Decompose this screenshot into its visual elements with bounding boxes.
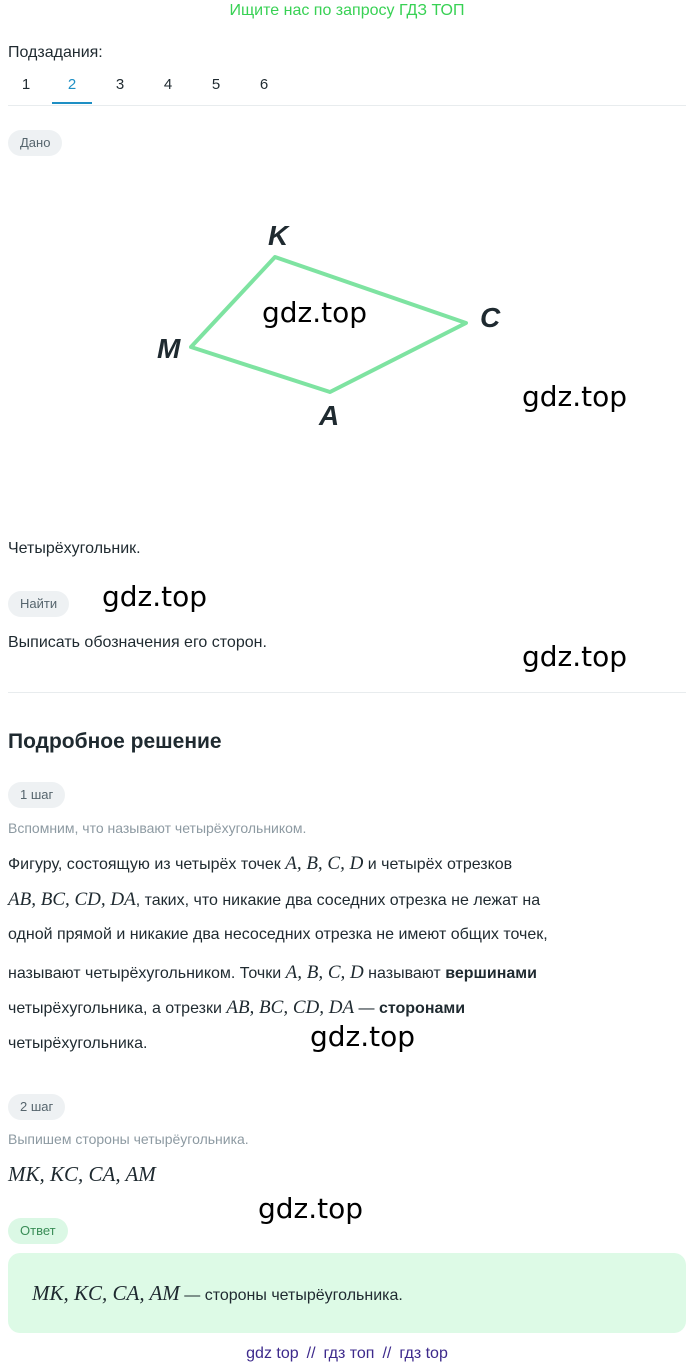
vertex-label-m: M [157, 333, 181, 364]
watermark: gdz.top [522, 380, 628, 413]
step1-line2 [8, 889, 540, 911]
subtask-tabs [0, 64, 694, 106]
watermark: gdz.top [262, 296, 368, 329]
points-formula: A, B, C, D [285, 853, 364, 874]
step1-line5-dash: — [358, 1000, 375, 1017]
vertex-label-a: A [319, 400, 340, 431]
footer-separator: // [306, 1345, 316, 1362]
vertices-term: вершинами [445, 965, 537, 982]
step1-line3: одной прямой и никакие два несоседних отрезка не имеют общих точек, [8, 926, 548, 943]
answer-dash: — [184, 1287, 201, 1304]
watermark: gdz.top [522, 640, 628, 673]
footer-link-3[interactable]: гдз top [399, 1345, 448, 1362]
tabs-divider [8, 105, 686, 106]
section-divider [8, 692, 686, 693]
step1-line1 [8, 853, 512, 875]
tab-4[interactable]: 4 [163, 76, 173, 93]
tab-6[interactable]: 6 [259, 76, 269, 93]
answer-sides-formula: MK, KC, CA, AM [32, 1281, 180, 1305]
active-tab-indicator [52, 102, 92, 104]
step2-badge: 2 шаг [8, 1094, 65, 1120]
tab-3[interactable]: 3 [115, 76, 125, 93]
answer-badge: Ответ [8, 1218, 68, 1244]
step1-line5 [8, 997, 465, 1019]
footer-links [0, 1345, 694, 1363]
step1-line1-text: Фигуру, состоящую из четырёх точек [8, 856, 281, 873]
segments-formula-2: AB, BC, CD, DA [226, 997, 355, 1018]
step1-line6: четырёхугольника. [8, 1035, 148, 1052]
step1-line5-text: четырёхугольника, а отрезки [8, 1000, 222, 1017]
footer-link-2[interactable]: гдз топ [323, 1345, 375, 1362]
find-text: Выписать обозначения его сторон. [8, 634, 267, 651]
footer-separator: // [382, 1345, 392, 1362]
subtasks-label: Подзадания: [8, 44, 103, 61]
segments-formula: AB, BC, CD, DA [8, 889, 136, 910]
points-formula-2: A, B, C, D [285, 962, 364, 983]
step1-line1-end: и четырёх отрезков [367, 856, 513, 873]
footer-link-1[interactable]: gdz top [246, 1345, 299, 1362]
tab-2[interactable]: 2 [67, 76, 77, 93]
sides-term: сторонами [378, 1000, 466, 1017]
tab-1[interactable]: 1 [21, 76, 31, 93]
watermark: gdz.top [258, 1192, 364, 1225]
step2-sides-formula: MK, KC, CA, AM [8, 1162, 156, 1186]
tab-5[interactable]: 5 [211, 76, 221, 93]
answer-text: стороны четырёугольника. [204, 1287, 403, 1304]
step2-hint: Выпишем стороны четырёугольника. [8, 1131, 249, 1147]
given-badge: Дано [8, 130, 62, 156]
find-badge: Найти [8, 591, 69, 617]
step1-badge: 1 шаг [8, 782, 65, 808]
step1-line4-text: называют четырёхугольником. Точки [8, 965, 282, 982]
watermark: gdz.top [310, 1020, 416, 1053]
given-text: Четырёхугольник. [8, 540, 141, 557]
step1-hint: Вспомним, что называют четырёхугольником. [8, 820, 307, 836]
solution-title: Подробное решение [8, 730, 222, 753]
vertex-label-c: C [480, 302, 501, 333]
step1-line2-text: , таких, что никакие два соседних отрезка не лежат на [135, 892, 541, 909]
step1-line4 [8, 962, 537, 984]
answer-line [32, 1281, 403, 1306]
watermark: gdz.top [102, 580, 208, 613]
promo-banner[interactable]: Ищите нас по запросу ГДЗ ТОП [229, 2, 465, 19]
step1-line4-mid: называют [368, 965, 441, 982]
vertex-label-k: K [268, 220, 289, 251]
